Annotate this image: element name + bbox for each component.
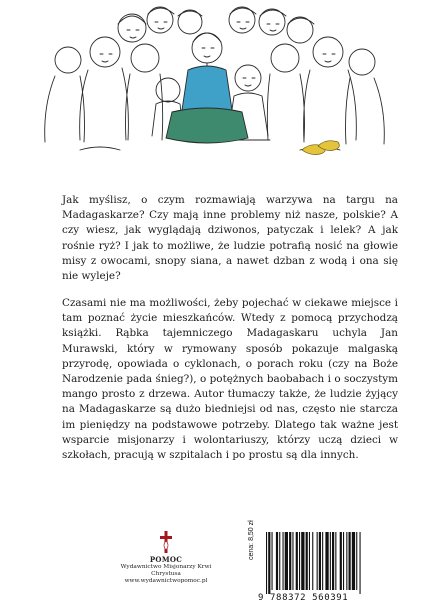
- pomoc-cross-logo-icon: [159, 531, 173, 553]
- barcode-bar: [346, 532, 347, 590]
- barcode-bar: [306, 532, 308, 590]
- children-illustration: [0, 0, 430, 165]
- barcode-bar: [283, 532, 284, 590]
- barcode-bar: [285, 532, 288, 590]
- barcode-bar: [343, 532, 344, 590]
- barcode-bar: [340, 532, 342, 590]
- barcode-bar: [349, 532, 351, 590]
- barcode-bar: [268, 532, 270, 594]
- barcode-bar: [352, 532, 355, 590]
- barcode-bar: [266, 532, 267, 594]
- price-label: cena: 8,50 zł: [248, 520, 255, 560]
- barcode-bar: [356, 532, 357, 590]
- barcode-bar: [332, 532, 334, 590]
- barcode-bar: [335, 532, 336, 590]
- barcode-bar: [317, 532, 318, 590]
- isbn-digits: 9 788372 560391: [258, 593, 349, 603]
- publisher-full-name: Wydawnictwo Misjonarzy Krwi Chrystusa: [120, 564, 212, 577]
- barcode-bar: [296, 532, 298, 590]
- barcode-bar: [301, 532, 304, 590]
- publisher-block: [112, 531, 220, 585]
- barcode-bar: [309, 532, 310, 590]
- barcode-bar: [319, 532, 321, 590]
- barcode-bar: [325, 532, 328, 590]
- publisher-name: POMOC: [149, 555, 183, 564]
- publisher-url: www.wydawnictwopomoc.pl: [124, 578, 208, 584]
- barcode-bar: [292, 532, 293, 590]
- intro-paragraph: Jak myślisz, o czym rozmawiają warzywa na targu na Madagaskarze? Czy mają inne problemy niż nasze, polskie? A czy wiesz, jak wyglądają dziwonos, patyczak i lelek? A jak rośnie ryż? I jak to możliwe, że ludzie potrafią nosić na głowie misy z owocami, snopy siana, a nawet dzban z wodą i ona się nie wyleje?: [62, 194, 398, 283]
- barcode-bar: [289, 532, 291, 590]
- barcode-bar: [299, 532, 300, 590]
- barcode-bar: [322, 532, 323, 590]
- barcode-bar: [276, 532, 278, 590]
- barcode-bar: [272, 532, 273, 590]
- barcode-bar: [360, 532, 361, 594]
- barcode-bar: [330, 532, 331, 590]
- barcode-bar: [279, 532, 280, 590]
- isbn-barcode-icon: [258, 532, 406, 594]
- description-paragraph: Czasami nie ma możliwości, żeby pojechać w ciekawe miejsce i tam poznać życie mieszkańców. Wtedy z pomocą przychodzą książki. Rąbka tajemniczego Madagaskaru uchyla Jan Murawski, który w rymowany sposób pokazuje malgaską przyrodę, opowiada o cyklonach, o porach roku (czy na Boże Narodzenie pada śnieg?), o potężnych baobabach i o soczystym mango prosto z drzewa. Autor tłumaczy także, że ludzie żyjący na Madagaskarze są dużo biedniejsi od nas, często nie starcza im pieniędzy na podstawowe potrzeby. Dlatego tak ważne jest wsparcie misjonarzy i wolontariuszy, którzy uczą dzieci w szkołach, pracują w szpitalach i po prostu są dla innych.: [62, 297, 398, 462]
- barcode-bar: [312, 532, 313, 590]
